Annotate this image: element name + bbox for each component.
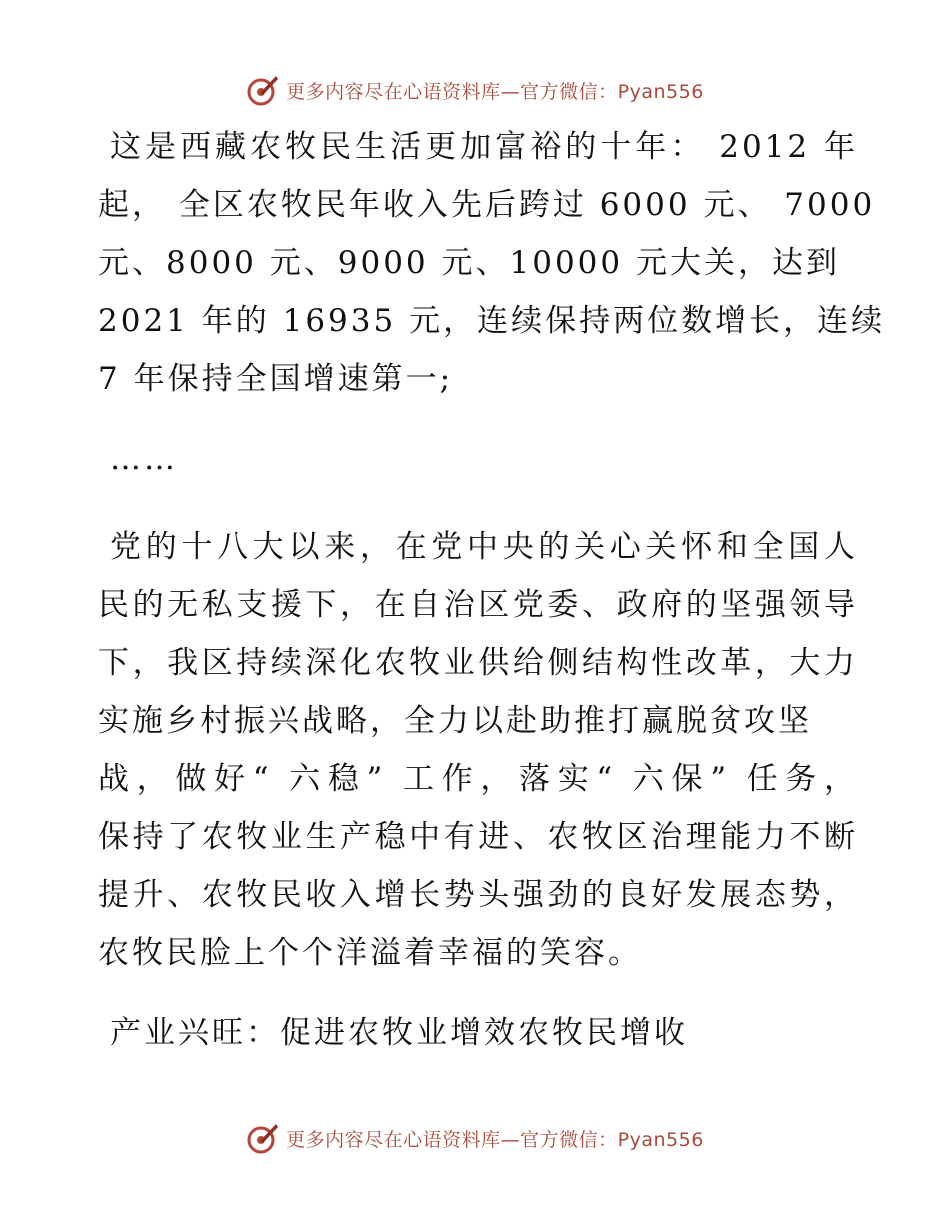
text-line: 战，做好“ 六稳” 工作，落实“ 六保” 任务， bbox=[98, 761, 858, 797]
document-body bbox=[98, 118, 886, 1062]
heading-line: 产业兴旺：促进农牧业增效农牧民增收 bbox=[110, 1015, 688, 1051]
watermark-text: 更多内容尽在心语资料库—官方微信：Pyan556 bbox=[286, 80, 704, 103]
text-line: 实施乡村振兴战略，全力以赴助推打赢脱贫攻坚 bbox=[98, 703, 812, 739]
paragraph-ellipsis bbox=[98, 430, 858, 488]
text-line: 农牧民脸上个个洋溢着幸福的笑容。 bbox=[98, 935, 642, 971]
section-heading bbox=[98, 1004, 858, 1062]
text-line: 起， 全区农牧民年收入先后跨过 6000 元、 7000 bbox=[98, 187, 876, 223]
quill-seal-icon bbox=[246, 1121, 280, 1155]
footer-watermark bbox=[0, 1118, 950, 1158]
text-line: 党的十八大以来，在党中央的关心关怀和全国人 bbox=[110, 529, 858, 565]
quill-seal-icon bbox=[246, 73, 280, 107]
paragraph-income bbox=[98, 118, 886, 408]
text-line: 民的无私支援下，在自治区党委、政府的坚强领导 bbox=[98, 587, 858, 623]
text-line: 2021 年的 16935 元，连续保持两位数增长，连续 bbox=[98, 303, 886, 339]
text-line: 这是西藏农牧民生活更加富裕的十年： 2012 年 bbox=[110, 129, 858, 165]
text-line: 提升、农牧民收入增长势头强劲的良好发展态势， bbox=[98, 877, 858, 913]
text-line: 7 年保持全国增速第一; bbox=[98, 361, 454, 397]
paragraph-achievements bbox=[98, 518, 858, 982]
text-line: 保持了农牧业生产稳中有进、农牧区治理能力不断 bbox=[98, 819, 858, 855]
watermark-text: 更多内容尽在心语资料库—官方微信：Pyan556 bbox=[286, 1128, 704, 1151]
text-line: …… bbox=[110, 441, 178, 477]
text-line: 下，我区持续深化农牧业供给侧结构性改革，大力 bbox=[98, 645, 858, 681]
header-watermark bbox=[0, 70, 950, 110]
text-line: 元、8000 元、9000 元、10000 元大关，达到 bbox=[98, 245, 840, 281]
